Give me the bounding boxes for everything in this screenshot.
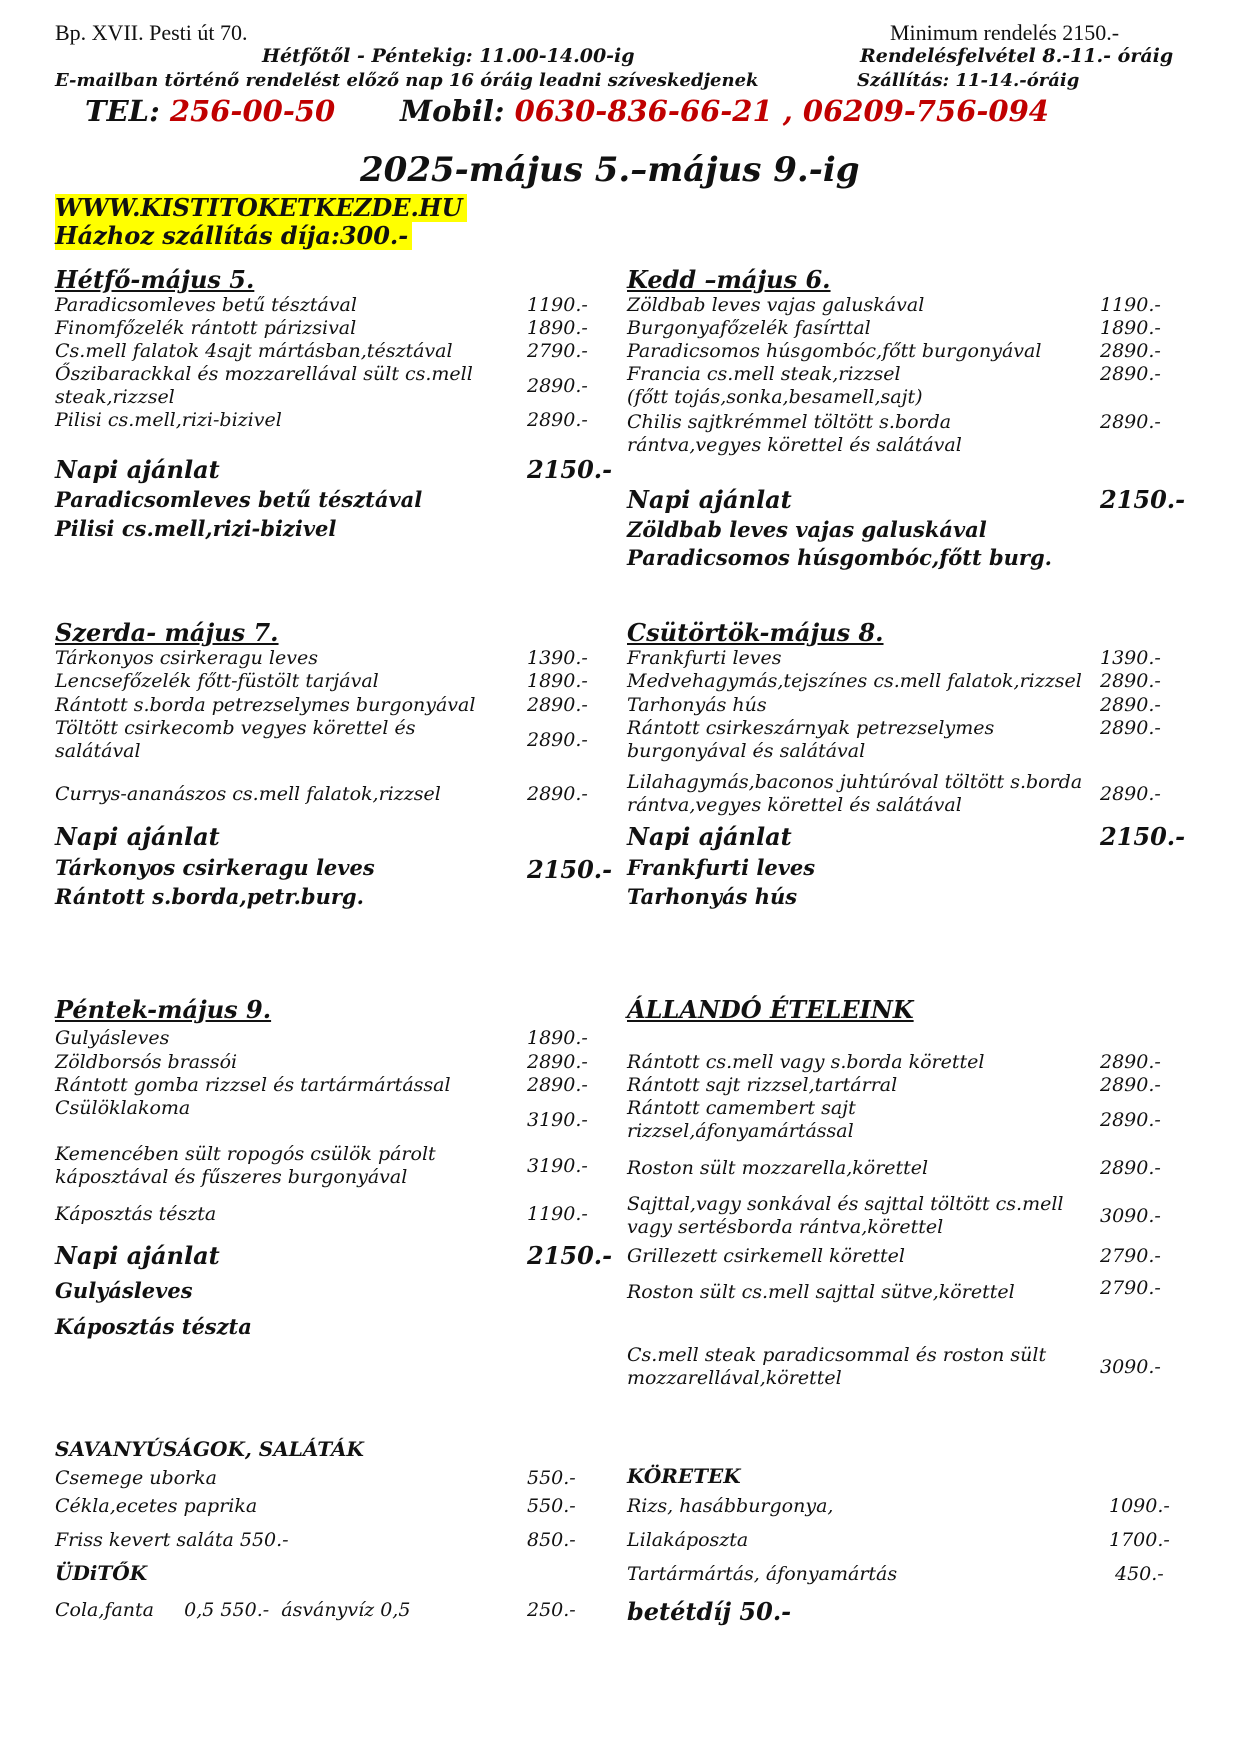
- sides-heading: KÖRETEK: [627, 1464, 741, 1488]
- dish-price: 2790.-: [527, 340, 588, 362]
- minimum-order: Minimum rendelés 2150.-: [890, 20, 1120, 45]
- dish-price: 2890.-: [1100, 694, 1161, 716]
- dish-name: Tartármártás, áfonyamártás: [627, 1563, 898, 1585]
- bottle-deposit: betétdíj 50.-: [627, 1597, 792, 1626]
- dish-price: 2790.-: [1100, 1245, 1161, 1267]
- daily-offer-item: Frankfurti leves: [627, 855, 816, 880]
- dish-price: 2890.-: [1100, 1074, 1161, 1096]
- delivery-time: Szállítás: 11-14.-óráig: [857, 70, 1080, 91]
- dish-name: Lilakáposzta: [627, 1529, 749, 1551]
- daily-offer-price: 2150.-: [527, 455, 613, 484]
- dish-name: Gulyásleves: [55, 1027, 170, 1049]
- daily-offer-price: 2150.-: [527, 855, 613, 884]
- dish-name: Paradicsomos húsgombóc,főtt burgonyával: [627, 340, 1042, 362]
- daily-offer-item: Paradicsomos húsgombóc,főtt burg.: [627, 545, 1052, 570]
- dish-name: Burgonyafőzelék fasírttal: [627, 317, 871, 339]
- dish-name: Sajttal,vagy sonkával és sajttal töltött cs.mell vagy sertésborda rántva,körettel: [627, 1193, 1064, 1238]
- mobil-numbers[interactable]: 0630-836-66-21 , 06209-756-094: [514, 94, 1049, 128]
- daily-offer-price: 2150.-: [1100, 822, 1186, 851]
- dish-price: 1090.-: [1109, 1495, 1170, 1517]
- dish-price: 2890.-: [527, 694, 588, 716]
- dish-name: Lencsefőzelék főtt-füstölt tarjával: [55, 670, 379, 692]
- dish-name: Csülöklakoma: [55, 1097, 191, 1119]
- friday-heading: Péntek-május 9.: [55, 995, 272, 1024]
- dish-name: Frankfurti leves: [627, 647, 782, 669]
- daily-offer-item: Zöldbab leves vajas galuskával: [627, 517, 987, 542]
- dish-price: 1700.-: [1109, 1529, 1170, 1551]
- dish-name: Friss kevert saláta 550.-: [55, 1529, 289, 1551]
- tel-number[interactable]: 256-00-50: [169, 94, 336, 128]
- dish-name: Rántott csirkeszárnyak petrezselymes burgonyával és salátával: [627, 717, 995, 762]
- dish-price: 550.-: [527, 1495, 576, 1517]
- email-order-note: E-mailban történő rendelést előző nap 16 óráig leadni szíveskedjenek: [55, 70, 759, 91]
- dish-name: Zöldborsós brassói: [55, 1051, 238, 1073]
- website-link[interactable]: WWW.KISTITOKETKEZDE.HU: [55, 194, 467, 222]
- dish-price: 1390.-: [527, 647, 588, 669]
- dish-price: 2890.-: [1100, 1109, 1161, 1131]
- dish-price: 2790.-: [1100, 1277, 1161, 1299]
- dish-price: 850.-: [527, 1529, 576, 1551]
- daily-offer-label: Napi ajánlat: [55, 822, 220, 851]
- dish-price: 2890.-: [527, 783, 588, 805]
- dish-price: 450.-: [1115, 1563, 1164, 1585]
- dish-price: 1890.-: [527, 1027, 588, 1049]
- dish-name: Tárkonyos csirkeragu leves: [55, 647, 318, 669]
- dish-name: Cs.mell steak paradicsommal és roston sült mozzarellával,körettel: [627, 1344, 1047, 1389]
- mobile-line: [400, 94, 1049, 128]
- dish-price: 1890.-: [1100, 317, 1161, 339]
- daily-offer-item: Rántott s.borda,petr.burg.: [55, 884, 364, 909]
- tel-label: TEL:: [85, 94, 160, 128]
- dish-price: 250.-: [527, 1599, 576, 1621]
- dish-name: Roston sült cs.mell sajttal sütve,körettel: [627, 1281, 1015, 1303]
- dish-name: Zöldbab leves vajas galuskával: [627, 294, 925, 316]
- mobil-label: Mobil:: [400, 94, 505, 128]
- dish-name: Cola,fanta 0,5 550.- ásványvíz 0,5: [55, 1599, 411, 1621]
- pickles-heading: SAVANYÚSÁGOK, SALÁTÁK: [55, 1437, 364, 1461]
- daily-offer-label: Napi ajánlat: [627, 485, 792, 514]
- dish-price: 3090.-: [1100, 1356, 1161, 1378]
- dish-price: 2890.-: [527, 1051, 588, 1073]
- dish-price: 2890.-: [1100, 670, 1161, 692]
- dish-name: Őszibarackkal és mozzarellával sült cs.mell steak,rizzsel: [55, 363, 473, 408]
- wednesday-heading: Szerda- május 7.: [55, 618, 279, 647]
- dish-name: Pilisi cs.mell,rizi-bizivel: [55, 409, 282, 431]
- dish-name: Currys-ananászos cs.mell falatok,rizzsel: [55, 783, 441, 805]
- weekday-hours: Hétfőtől - Péntekig: 11.00-14.00-ig: [262, 45, 635, 67]
- dish-name: Káposztás tészta: [55, 1203, 217, 1225]
- dish-name: Lilahagymás,baconos juhtúróval töltött s.borda rántva,vegyes körettel és salátával: [627, 771, 1083, 816]
- dish-name: Rántott cs.mell vagy s.borda körettel: [627, 1051, 985, 1073]
- thursday-heading: Csütörtök-május 8.: [627, 618, 884, 647]
- dish-price: 3190.-: [527, 1109, 588, 1131]
- dish-name: Töltött csirkecomb vegyes körettel és salátával: [55, 717, 416, 762]
- dish-price: 1190.-: [527, 1203, 588, 1225]
- daily-offer-item: Káposztás tészta: [55, 1314, 252, 1339]
- dish-name: Roston sült mozzarella,körettel: [627, 1157, 929, 1179]
- dish-name: Grillezett csirkemell körettel: [627, 1245, 905, 1267]
- dish-price: 2890.-: [1100, 340, 1161, 362]
- dish-name: Cs.mell falatok 4sajt mártásban,tésztával: [55, 340, 453, 362]
- daily-offer-label: Napi ajánlat: [627, 822, 792, 851]
- dish-price: 2890.-: [1100, 411, 1161, 433]
- tuesday-heading: Kedd –május 6.: [627, 265, 831, 294]
- daily-offer-item: Tarhonyás hús: [627, 884, 798, 909]
- dish-name: Rántott gomba rizzsel és tartármártással: [55, 1074, 451, 1096]
- dish-name: Rántott camembert sajt rizzsel,áfonyamártással: [627, 1097, 856, 1142]
- delivery-fee: Házhoz szállítás díja:300.-: [55, 222, 412, 250]
- permanent-dishes-heading: ÁLLANDÓ ÉTELEINK: [627, 995, 914, 1024]
- daily-offer-item: Paradicsomleves betű tésztával: [55, 487, 423, 512]
- dish-name: Kemencében sült ropogós csülök párolt káposztával és fűszeres burgonyával: [55, 1143, 436, 1188]
- phone-line: [85, 94, 335, 128]
- dish-price: 550.-: [527, 1467, 576, 1489]
- daily-offer-label: Napi ajánlat: [55, 455, 220, 484]
- dish-price: 2890.-: [1100, 1157, 1161, 1179]
- dish-name: Finomfőzelék rántott párizsival: [55, 317, 357, 339]
- dish-name: Chilis sajtkrémmel töltött s.borda rántva,vegyes körettel és salátával: [627, 411, 962, 456]
- dish-name: Csemege uborka: [55, 1467, 218, 1489]
- dish-name: Cékla,ecetes paprika: [55, 1495, 258, 1517]
- monday-heading: Hétfő-május 5.: [55, 265, 255, 294]
- daily-offer-price: 2150.-: [1100, 485, 1186, 514]
- dish-price: 3090.-: [1100, 1205, 1161, 1227]
- dish-price: 2890.-: [527, 729, 588, 751]
- dish-name: Rizs, hasábburgonya,: [627, 1495, 834, 1517]
- daily-offer-item: Tárkonyos csirkeragu leves: [55, 855, 375, 880]
- daily-offer-label: Napi ajánlat: [55, 1241, 220, 1270]
- dish-price: 1890.-: [527, 317, 588, 339]
- order-taking-hours: Rendelésfelvétel 8.-11.- óráig: [860, 45, 1174, 67]
- dish-name: Paradicsomleves betű tésztával: [55, 294, 357, 316]
- dish-price: 2890.-: [1100, 783, 1161, 805]
- daily-offer-price: 2150.-: [527, 1241, 613, 1270]
- daily-offer-item: Gulyásleves: [55, 1278, 193, 1303]
- dish-price: 2890.-: [1100, 717, 1161, 739]
- daily-offer-item: Pilisi cs.mell,rizi-bizivel: [55, 516, 337, 541]
- dish-price: 2890.-: [527, 409, 588, 431]
- dish-price: 2890.-: [527, 375, 588, 397]
- dish-name: Francia cs.mell steak,rizzsel (főtt tojás,sonka,besamell,sajt): [627, 363, 923, 408]
- dish-name: Rántott s.borda petrezselymes burgonyával: [55, 694, 476, 716]
- dish-name: Tarhonyás hús: [627, 694, 767, 716]
- dish-name: Medvehagymás,tejszínes cs.mell falatok,rizzsel: [627, 670, 1082, 692]
- dish-price: 1190.-: [1100, 294, 1161, 316]
- drinks-heading: ÜDiTŐK: [55, 1561, 148, 1585]
- address: Bp. XVII. Pesti út 70.: [55, 20, 248, 45]
- page-title: 2025-május 5.–május 9.-ig: [360, 150, 860, 190]
- dish-price: 3190.-: [527, 1155, 588, 1177]
- dish-price: 2890.-: [1100, 1051, 1161, 1073]
- dish-price: 1190.-: [527, 294, 588, 316]
- dish-price: 2890.-: [527, 1074, 588, 1096]
- dish-price: 1890.-: [527, 670, 588, 692]
- dish-price: 1390.-: [1100, 647, 1161, 669]
- dish-name: Rántott sajt rizzsel,tartárral: [627, 1074, 898, 1096]
- dish-price: 2890.-: [1100, 363, 1161, 385]
